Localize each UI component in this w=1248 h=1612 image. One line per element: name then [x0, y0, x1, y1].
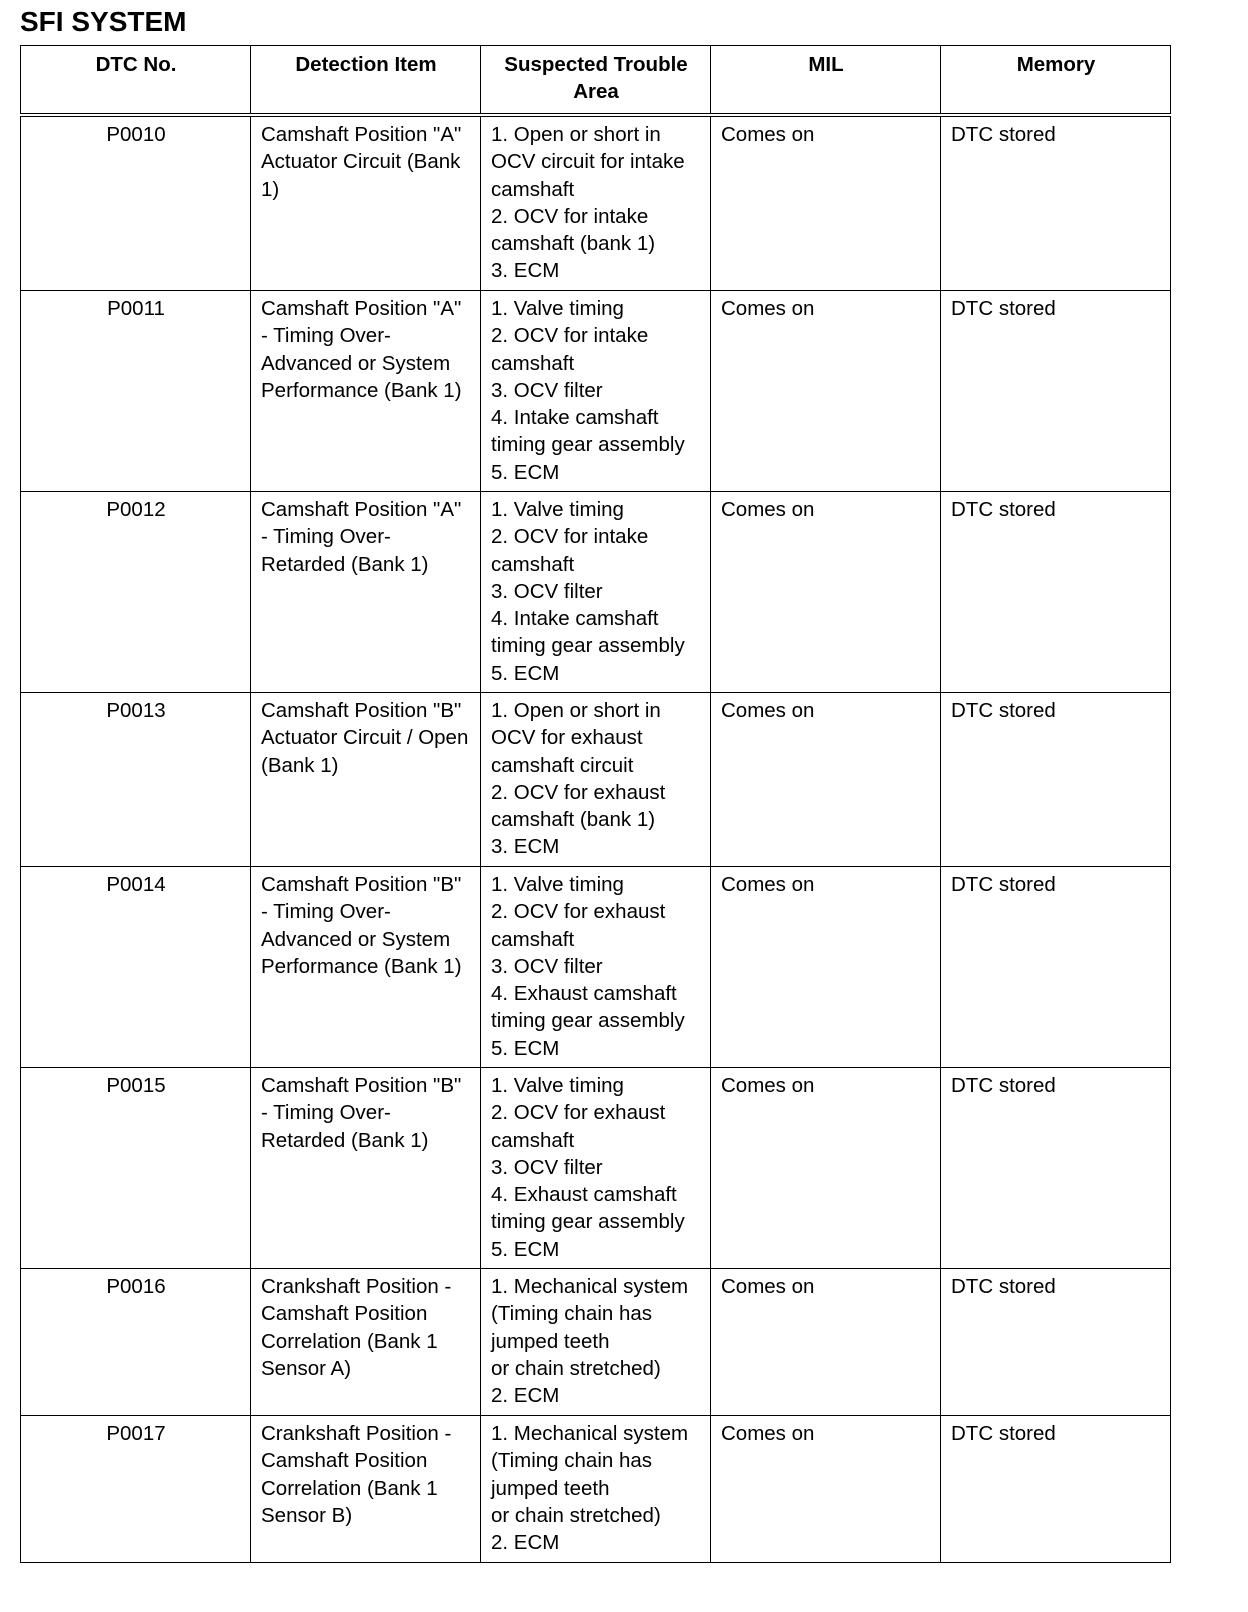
table-header-row	[21, 46, 1171, 116]
mil-cell: Comes on	[711, 291, 941, 492]
memory-cell: DTC stored	[941, 1416, 1171, 1563]
memory-cell: DTC stored	[941, 115, 1171, 291]
trouble-area-cell: 1. Valve timing 2. OCV for intake camshaft 3. OCV filter 4. Intake camshaft timing gear assembly 5. ECM	[481, 291, 711, 492]
header-suspected-trouble-area: Suspected Trouble Area	[481, 46, 711, 116]
trouble-area-cell: 1. Mechanical system (Timing chain has jumped teeth or chain stretched) 2. ECM	[481, 1416, 711, 1563]
trouble-area-cell: 1. Mechanical system (Timing chain has jumped teeth or chain stretched) 2. ECM	[481, 1269, 711, 1416]
memory-cell: DTC stored	[941, 291, 1171, 492]
trouble-area-cell: 1. Valve timing 2. OCV for exhaust camshaft 3. OCV filter 4. Exhaust camshaft timing gear assembly 5. ECM	[481, 867, 711, 1068]
table-row	[21, 291, 1171, 492]
memory-cell: DTC stored	[941, 1269, 1171, 1416]
mil-cell: Comes on	[711, 1269, 941, 1416]
header-mil: MIL	[711, 46, 941, 116]
dtc-code-cell: P0010	[21, 115, 251, 291]
memory-cell: DTC stored	[941, 1068, 1171, 1269]
detection-item-cell: Camshaft Position "B" Actuator Circuit / Open (Bank 1)	[251, 693, 481, 867]
dtc-code-cell: P0014	[21, 867, 251, 1068]
memory-cell: DTC stored	[941, 492, 1171, 693]
table-row	[21, 1416, 1171, 1563]
dtc-code-cell: P0017	[21, 1416, 251, 1563]
trouble-area-cell: 1. Open or short in OCV circuit for intake camshaft 2. OCV for intake camshaft (bank 1) 3. ECM	[481, 115, 711, 291]
mil-cell: Comes on	[711, 115, 941, 291]
detection-item-cell: Camshaft Position "A" - Timing Over-Retarded (Bank 1)	[251, 492, 481, 693]
detection-item-cell: Camshaft Position "B" - Timing Over-Advanced or System Performance (Bank 1)	[251, 867, 481, 1068]
trouble-area-cell: 1. Valve timing 2. OCV for exhaust camshaft 3. OCV filter 4. Exhaust camshaft timing gear assembly 5. ECM	[481, 1068, 711, 1269]
mil-cell: Comes on	[711, 693, 941, 867]
dtc-table	[20, 45, 1171, 1563]
dtc-code-cell: P0013	[21, 693, 251, 867]
dtc-code-cell: P0011	[21, 291, 251, 492]
header-dtc-no: DTC No.	[21, 46, 251, 116]
mil-cell: Comes on	[711, 1068, 941, 1269]
mil-cell: Comes on	[711, 492, 941, 693]
table-row	[21, 492, 1171, 693]
detection-item-cell: Camshaft Position "B" - Timing Over-Retarded (Bank 1)	[251, 1068, 481, 1269]
dtc-code-cell: P0015	[21, 1068, 251, 1269]
header-detection-item: Detection Item	[251, 46, 481, 116]
table-row	[21, 867, 1171, 1068]
detection-item-cell: Camshaft Position "A" - Timing Over-Advanced or System Performance (Bank 1)	[251, 291, 481, 492]
header-memory: Memory	[941, 46, 1171, 116]
table-row	[21, 1269, 1171, 1416]
dtc-code-cell: P0016	[21, 1269, 251, 1416]
trouble-area-cell: 1. Valve timing 2. OCV for intake camshaft 3. OCV filter 4. Intake camshaft timing gear assembly 5. ECM	[481, 492, 711, 693]
memory-cell: DTC stored	[941, 693, 1171, 867]
table-row	[21, 1068, 1171, 1269]
mil-cell: Comes on	[711, 867, 941, 1068]
mil-cell: Comes on	[711, 1416, 941, 1563]
detection-item-cell: Crankshaft Position - Camshaft Position Correlation (Bank 1 Sensor B)	[251, 1416, 481, 1563]
detection-item-cell: Crankshaft Position - Camshaft Position Correlation (Bank 1 Sensor A)	[251, 1269, 481, 1416]
table-row	[21, 693, 1171, 867]
page-title: SFI SYSTEM	[20, 6, 187, 37]
table-row	[21, 115, 1171, 291]
trouble-area-cell: 1. Open or short in OCV for exhaust camshaft circuit 2. OCV for exhaust camshaft (bank 1) 3. ECM	[481, 693, 711, 867]
dtc-code-cell: P0012	[21, 492, 251, 693]
detection-item-cell: Camshaft Position "A" Actuator Circuit (Bank 1)	[251, 115, 481, 291]
memory-cell: DTC stored	[941, 867, 1171, 1068]
